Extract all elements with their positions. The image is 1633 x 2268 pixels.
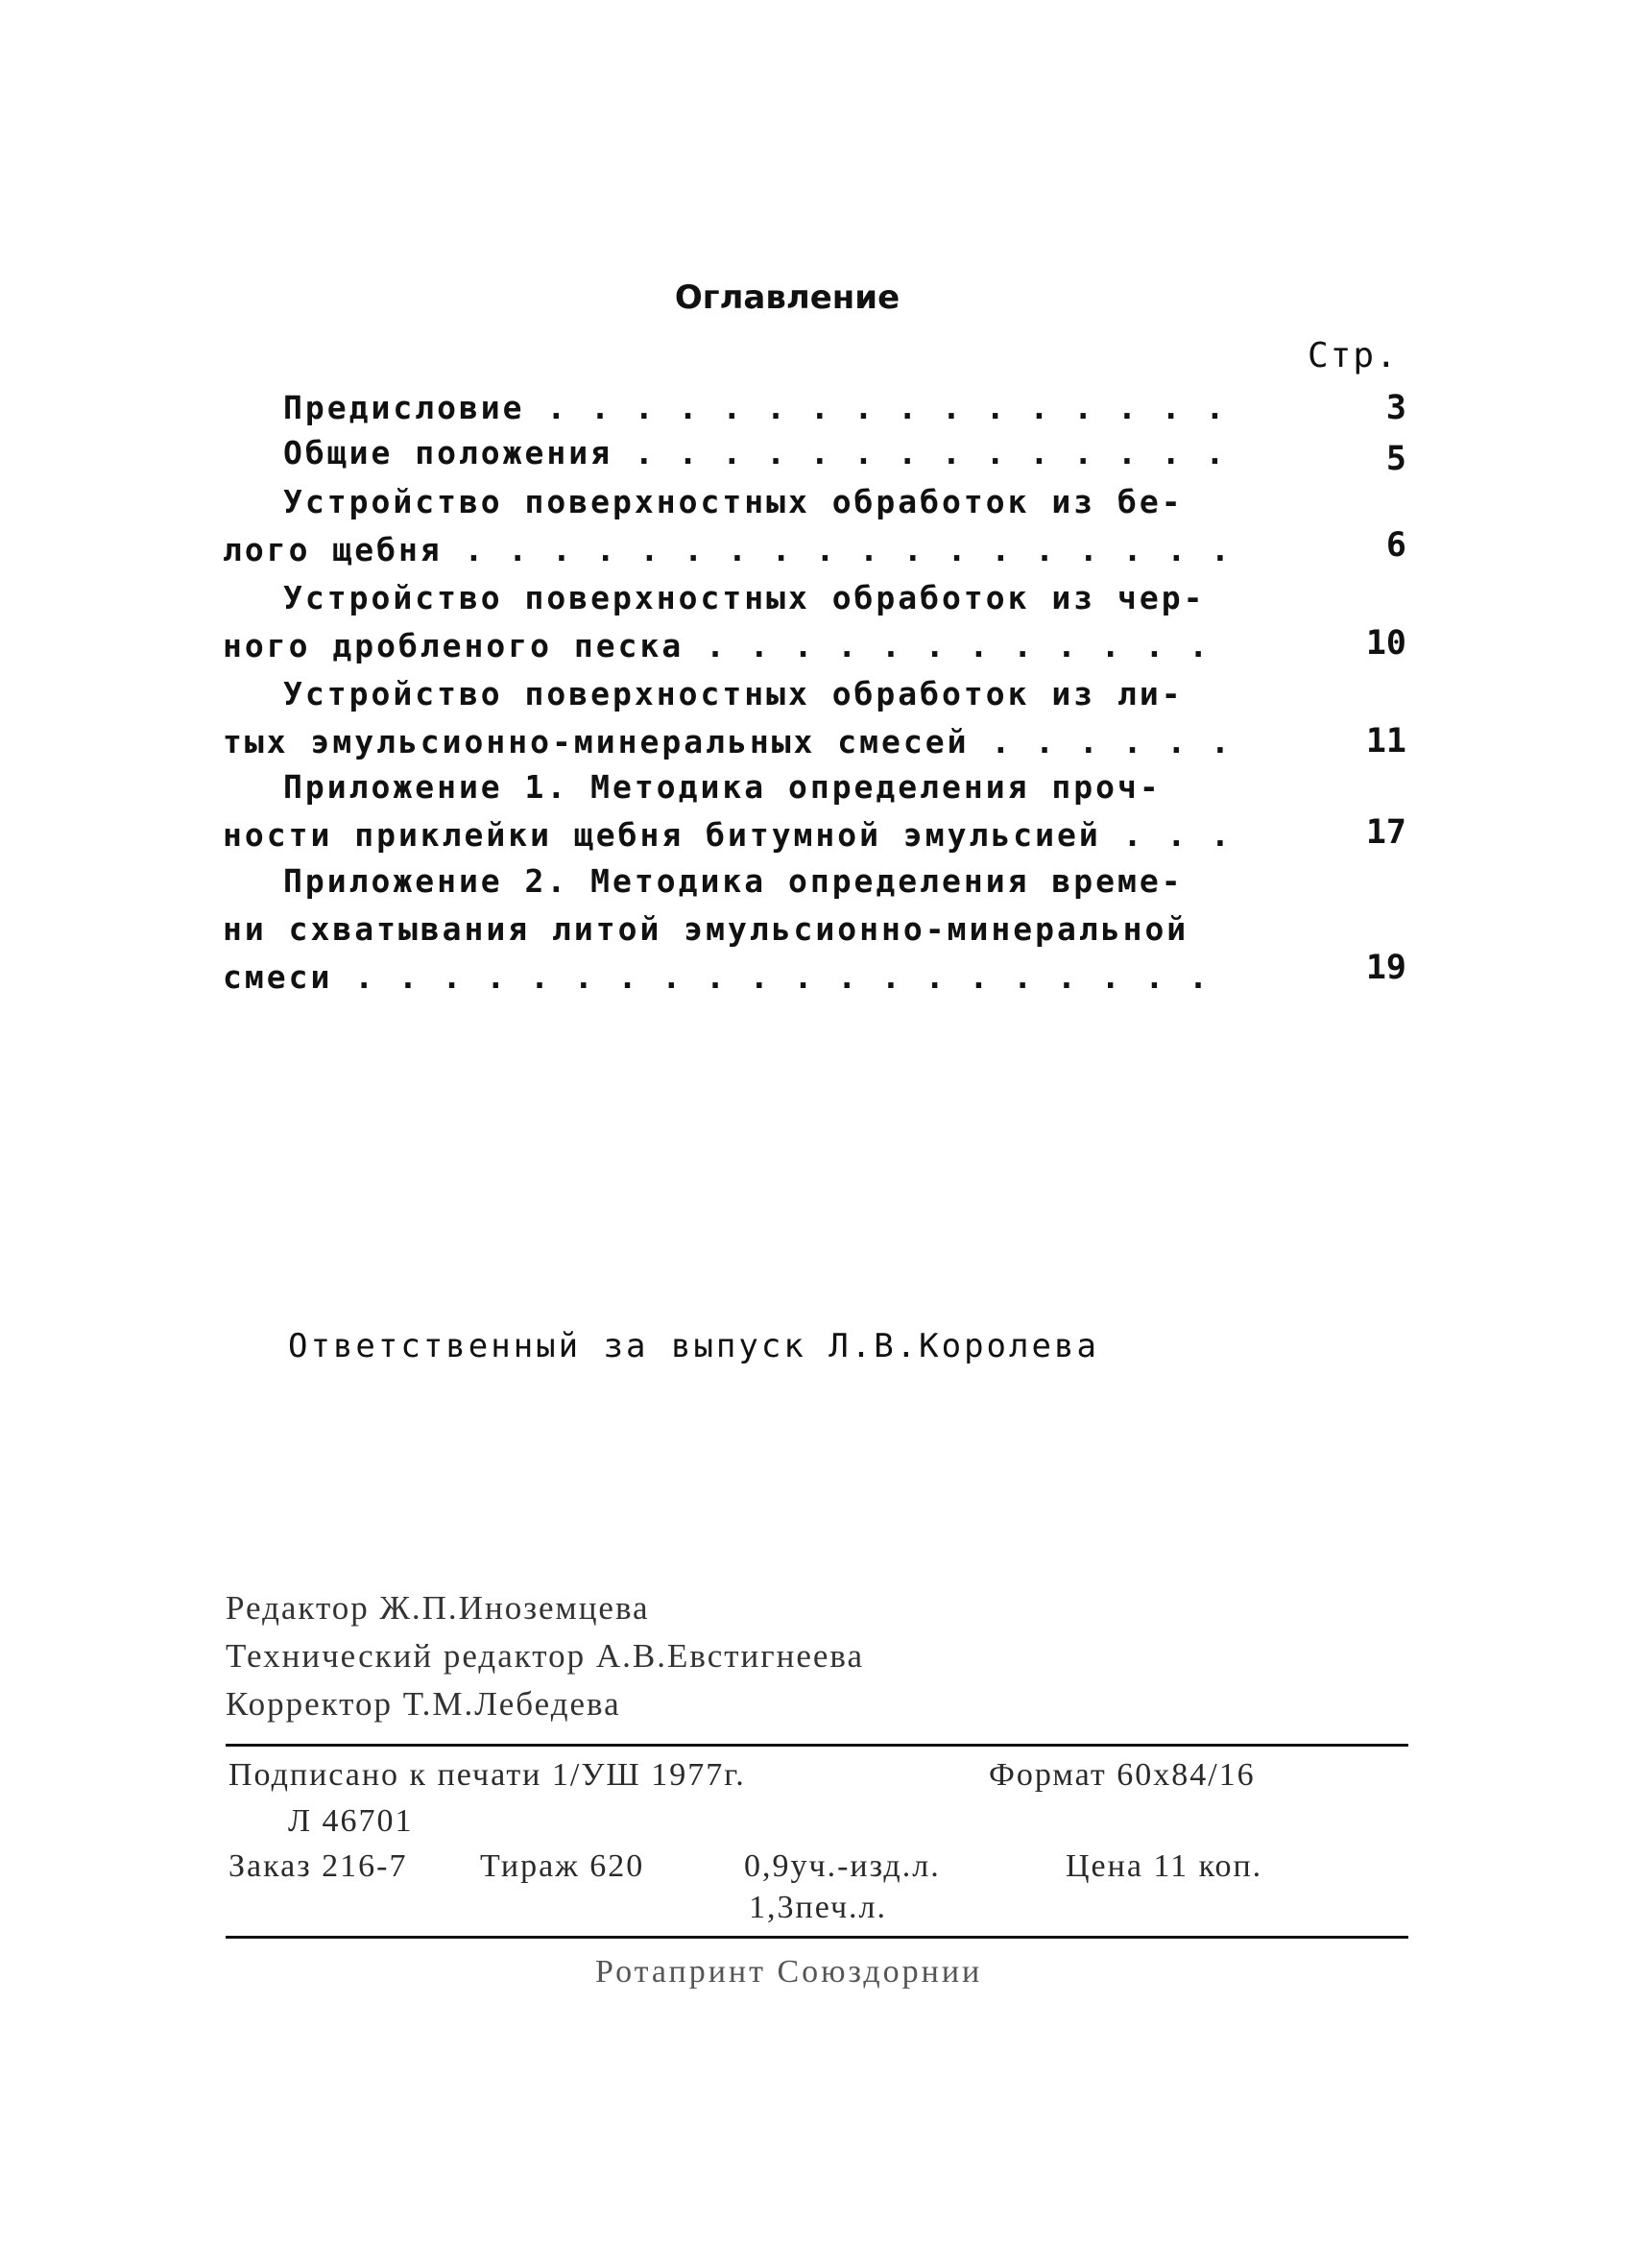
editor-credit: Редактор Ж.П.Иноземцева bbox=[226, 1589, 650, 1627]
toc-entry-line bbox=[283, 579, 1205, 616]
page-column-label: Стр. bbox=[1308, 336, 1399, 375]
signed-to-print: Подписано к печати 1/УШ 1977г. bbox=[228, 1757, 746, 1793]
toc-entry-line bbox=[283, 862, 1184, 900]
toc-entry-text: Устройство поверхностных обработок из ли- bbox=[283, 675, 1184, 712]
toc-entry-text: Приложение 1. Методика определения проч- bbox=[283, 768, 1162, 806]
divider bbox=[226, 1936, 1408, 1939]
proofreader-credit: Корректор Т.М.Лебедева bbox=[226, 1685, 621, 1723]
toc-entry-text: ного дробленого песка bbox=[223, 627, 684, 664]
toc-entry-line bbox=[223, 910, 1189, 948]
toc-entry-page: 5 bbox=[1385, 440, 1406, 478]
toc-entry-text: Предисловие bbox=[283, 389, 525, 426]
dot-leader: . . . . . . . . . . . . . . . . . . . . bbox=[332, 958, 1212, 996]
printed-sheets: 1,3печ.л. bbox=[749, 1890, 888, 1925]
toc-entry-line bbox=[283, 675, 1184, 712]
toc-entry-page: 11 bbox=[1365, 722, 1406, 760]
toc-entry-line bbox=[283, 768, 1162, 806]
toc-entry-line bbox=[283, 483, 1184, 520]
toc-entry-text: лого щебня bbox=[223, 531, 443, 568]
dot-leader: . . . bbox=[1100, 816, 1233, 854]
toc-entry-text: смеси bbox=[223, 958, 333, 996]
toc-entry-line bbox=[223, 627, 1243, 664]
toc-entry-page: 10 bbox=[1365, 624, 1406, 663]
dot-leader: . . . . . . . . . . . . . . . . . . bbox=[442, 531, 1233, 568]
toc-entry-text: Устройство поверхностных обработок из бе- bbox=[283, 483, 1184, 520]
dot-leader: . . . . . . bbox=[969, 723, 1233, 760]
responsible-person: Ответственный за выпуск Л.В.Королева bbox=[288, 1327, 1099, 1365]
price: Цена 11 коп. bbox=[1066, 1848, 1263, 1884]
toc-entry-line bbox=[223, 958, 1243, 996]
toc-entry-page: 6 bbox=[1385, 526, 1406, 565]
toc-entry-text: тых эмульсионно-минеральных смесей bbox=[223, 723, 970, 760]
dot-leader: . . . . . . . . . . . . . . . . bbox=[524, 389, 1228, 426]
print-run: Тираж 620 bbox=[480, 1848, 645, 1884]
toc-entry-text: Приложение 2. Методика определения време- bbox=[283, 862, 1184, 900]
paper-format: Формат 60х84/16 bbox=[989, 1757, 1256, 1793]
toc-entry-line bbox=[223, 723, 1243, 760]
toc-title: Оглавление bbox=[674, 278, 901, 317]
toc-entry-line bbox=[223, 531, 1243, 568]
order-number: Заказ 216-7 bbox=[228, 1848, 408, 1884]
toc-entry-text: ни схватывания литой эмульсионно-минеральной bbox=[223, 910, 1189, 948]
toc-entry-text: Устройство поверхностных обработок из чер- bbox=[283, 579, 1206, 616]
toc-entry-line bbox=[283, 434, 1243, 471]
toc-entry-line bbox=[223, 816, 1243, 854]
toc-entry-page: 19 bbox=[1365, 949, 1406, 987]
toc-entry-line bbox=[283, 389, 1243, 426]
publishing-sheets: 0,9уч.-изд.л. bbox=[744, 1848, 941, 1884]
tech-editor-credit: Технический редактор А.В.Евстигнеева bbox=[226, 1637, 865, 1675]
dot-leader: . . . . . . . . . . . . bbox=[684, 627, 1212, 664]
toc-entry-text: Общие положения bbox=[283, 434, 613, 471]
toc-entry-page: 17 bbox=[1365, 813, 1406, 852]
toc-entry-page: 3 bbox=[1385, 389, 1406, 427]
printer-name: Ротапринт Союздорнии bbox=[595, 1954, 983, 1990]
divider bbox=[226, 1744, 1408, 1747]
toc-entry-text: ности приклейки щебня битумной эмульсией bbox=[223, 816, 1101, 854]
publication-code: Л 46701 bbox=[288, 1803, 414, 1839]
dot-leader: . . . . . . . . . . . . . . bbox=[612, 434, 1228, 471]
